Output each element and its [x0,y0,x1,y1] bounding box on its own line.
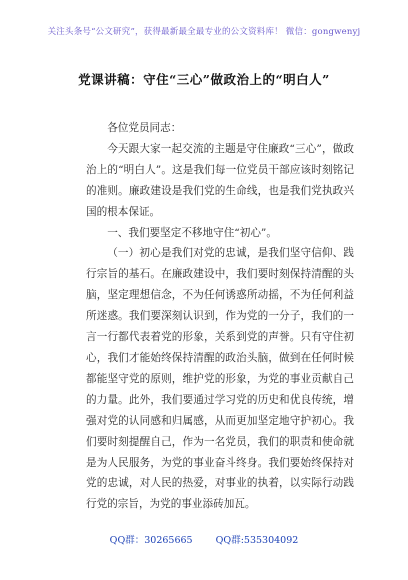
salutation: 各位党员同志： [107,122,182,134]
footer-contact [0,532,408,546]
qq-group-1: QQ群：30265665 [109,535,193,546]
section-heading: 一、我们要坚定不移地守住“初心”。 [107,226,277,239]
intro-paragraph: 今天跟大家一起交流的主题是守住廉政“三心”，做政治上的“明白人”。这是我们每一位党员干部应该时刻铭记的准则。廉政建设是我们党的生命线，也是我们党执政兴国的根本保证。 [86,142,354,218]
section-paragraph: （一）初心是我们对党的忠诚，是我们坚守信仰、践行宗旨的基石。在廉政建设中，我们要时刻保持清醒的头脑，坚定理想信念，不为任何诱惑所动摇，不为任何利益所迷惑。我们要深刻认识到，作为党的一分子，我们的一言一行都代表着党的形象，关系到党的声誉。只有守住初心，我们才能始终保持清醒的政治头脑，做到在任何时候都能坚守党的原则，维护党的形象，为党的事业贡献自己的力量。此外，我们要通过学习党的历史和优良传统，增强对党的认同感和归属感，从而更加坚定地守护初心。我们要时刻提醒自己，作为一名党员，我们的职责和使命就是为人民服务，为党的事业奋斗终身。我们要始终保持对党的忠诚，对人民的热爱，对事业的执着，以实际行动践行党的宗旨，为党的事业添砖加瓦。 [86,247,354,511]
header-banner: 关注头条号“公文研究”，获得最新最全最专业的公文资料库！ 微信：gongwenyj [47,27,361,37]
document-title: 党课讲稿：守住“三心”做政治上的“明白人” [78,72,330,87]
document-body [86,118,354,515]
qq-group-2: QQ群:535304092 [215,535,299,546]
